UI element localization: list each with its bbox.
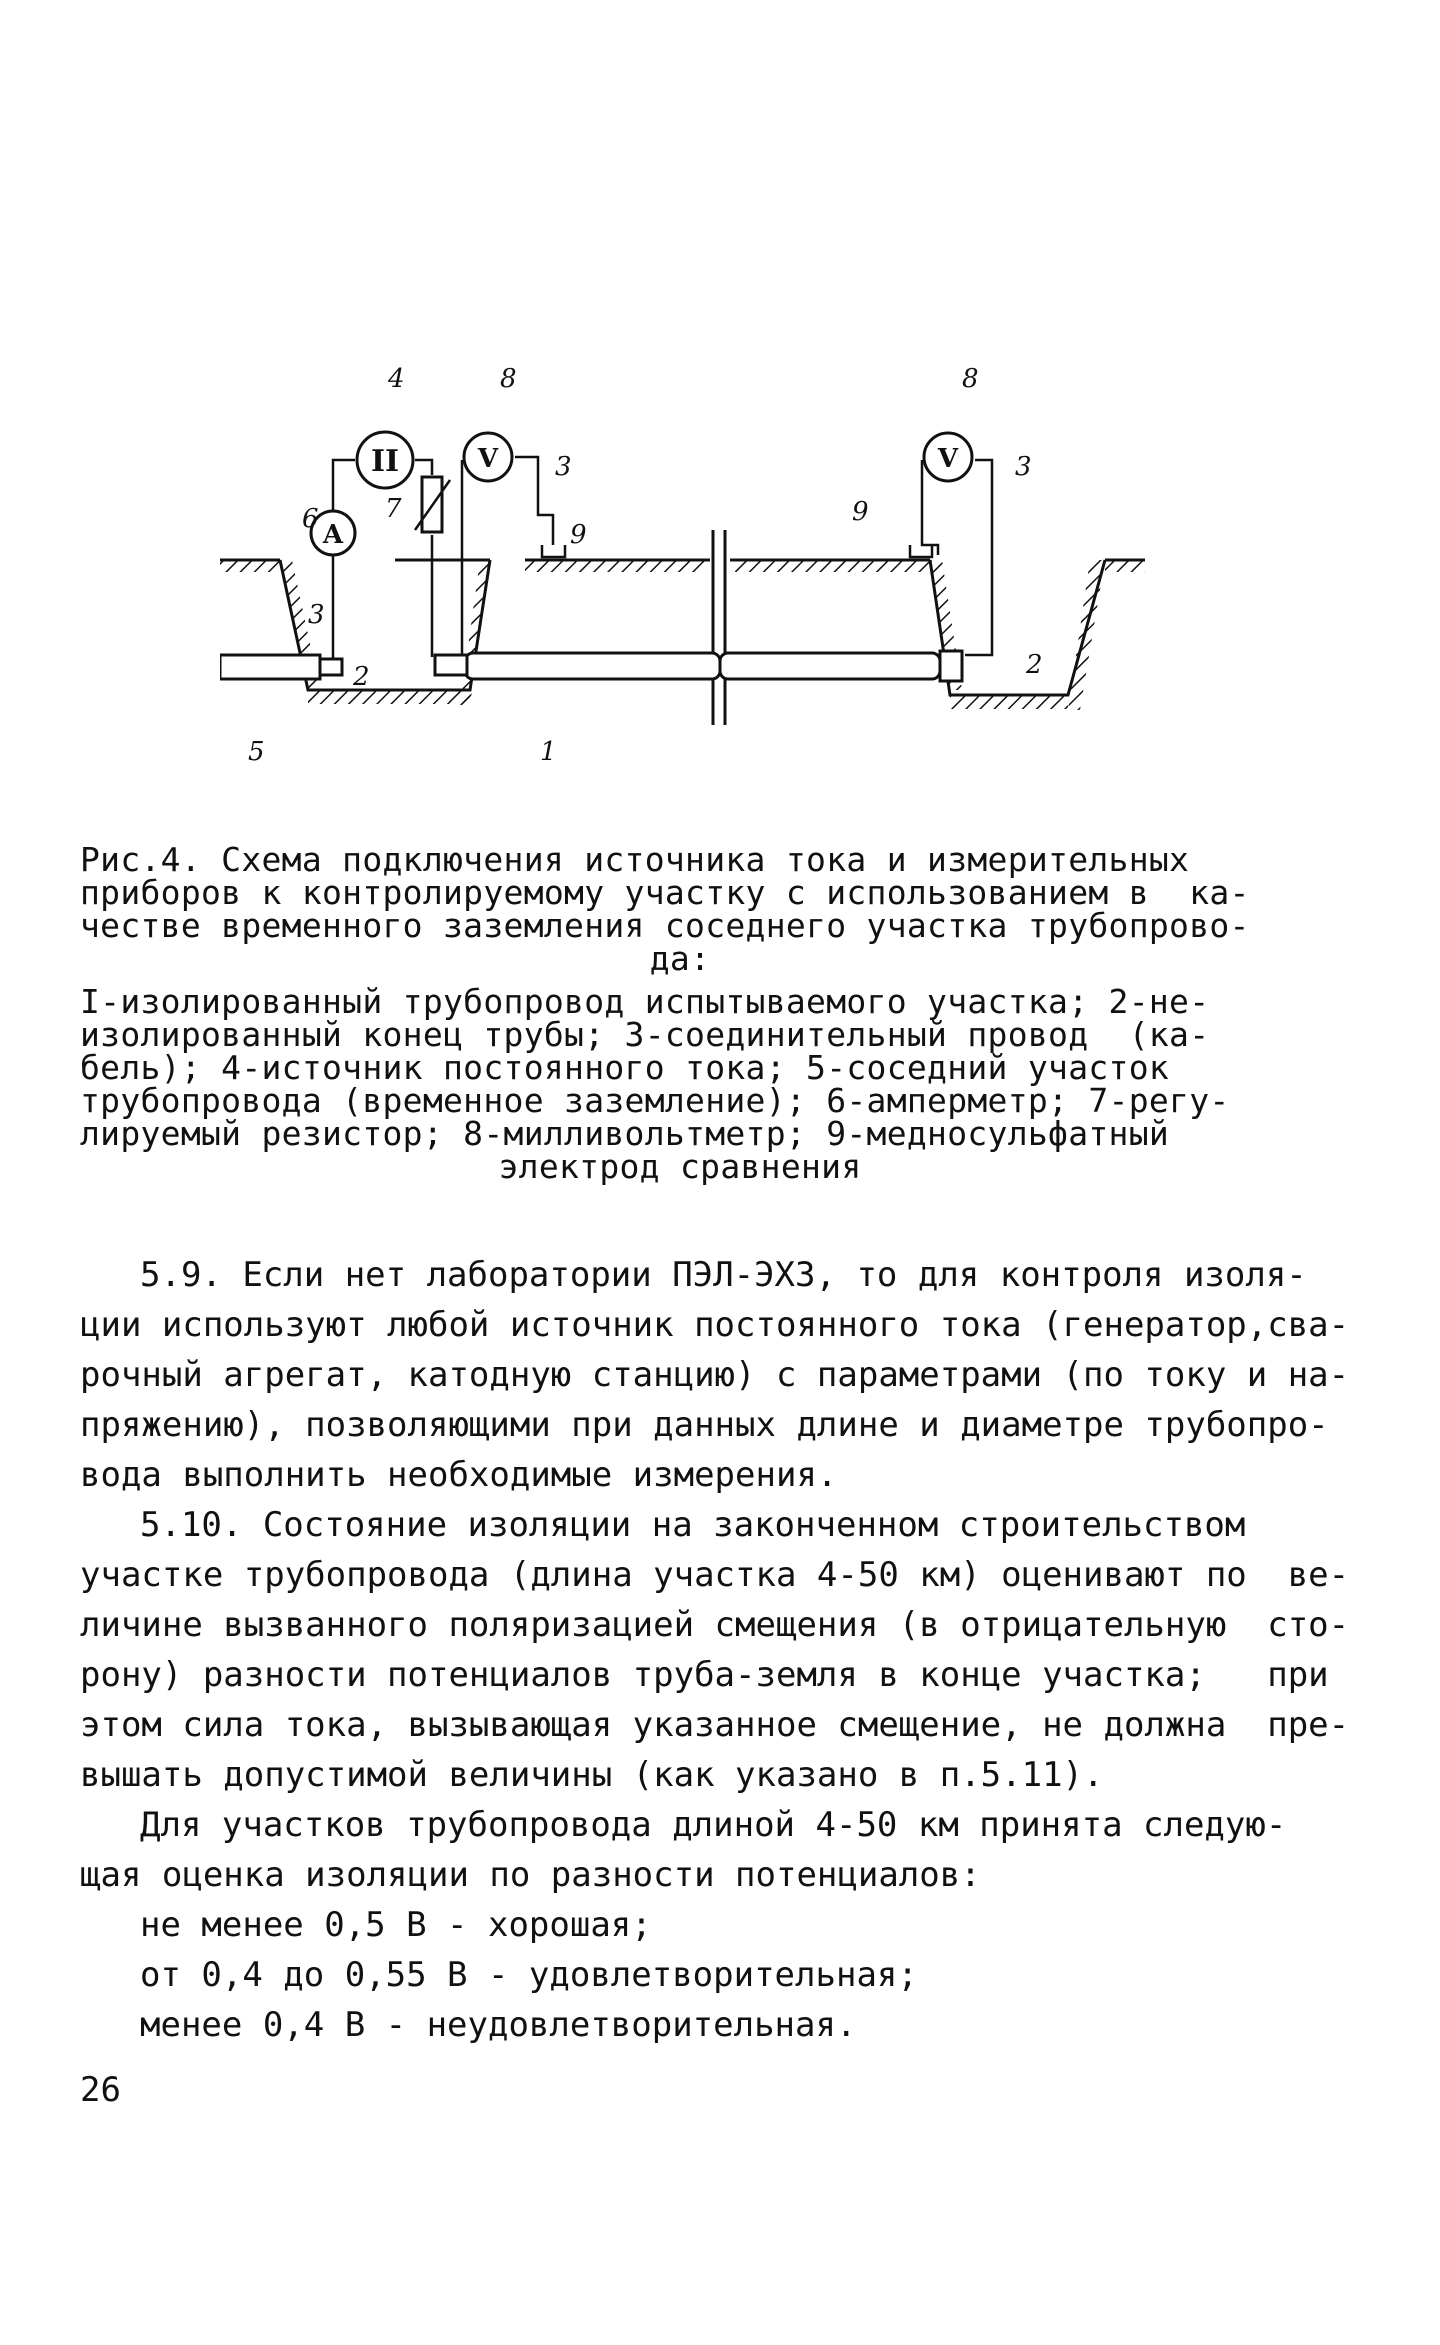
legend-line: бель); 4-источник постоянного тока; 5-соседний участок	[80, 1048, 1170, 1087]
paragraph-line: рону) разности потенциалов труба-земля в конце участка; при	[80, 1655, 1329, 1695]
label-8-left: 8	[500, 365, 517, 394]
label-5: 5	[248, 737, 265, 767]
reference-electrodes	[542, 545, 932, 557]
legend-line: лируемый резистор; 8-милливольтметр; 9-медносульфатный	[80, 1114, 1170, 1153]
label-3-right: 3	[1015, 452, 1032, 482]
voltmeter-right-symbol	[924, 433, 972, 481]
paragraph-line: вода выполнить необходимые измерения.	[80, 1455, 838, 1495]
paragraph-line: этом сила тока, вызывающая указанное смещение, не должна пре-	[80, 1705, 1350, 1745]
paragraph-line: участке трубопровода (длина участка 4-50 км) оценивают по ве-	[80, 1555, 1350, 1595]
label-9-left: 9	[570, 520, 587, 550]
legend-line: I-изолированный трубопровод испытываемого участка; 2-не-	[80, 982, 1210, 1021]
break-mark	[713, 530, 725, 725]
dc-source-symbol	[357, 432, 413, 488]
label-2-left: 2	[353, 662, 370, 692]
voltmeter-right-glyph: V	[937, 444, 959, 474]
label-3-mid: 3	[555, 452, 572, 482]
figure-legend	[80, 982, 1280, 1186]
pipeline-connection-diagram	[220, 365, 1160, 775]
legend-line: электрод сравнения	[498, 1147, 862, 1186]
voltmeter-left-symbol	[464, 433, 512, 481]
paragraph-line: рочный агрегат, катодную станцию) с параметрами (по току и на-	[80, 1355, 1350, 1395]
label-6: 6	[302, 504, 319, 534]
adjacent-pipe	[220, 655, 342, 679]
tested-pipe	[465, 653, 940, 679]
paragraph-line: вышать допустимой величины (как указано в п.5.11).	[80, 1755, 1104, 1795]
paragraph-line: Для участков трубопровода длиной 4-50 км принята следую-	[140, 1805, 1287, 1845]
caption-line: Рис.4. Схема подключения источника тока и измерительных	[80, 840, 1190, 879]
dc-source-glyph: II	[370, 444, 400, 479]
label-1: 1	[540, 737, 557, 767]
paragraph-line: 5.9. Если нет лаборатории ПЭЛ-ЭХЗ, то для контроля изоля-	[140, 1255, 1307, 1295]
caption-line: приборов к контролируемому участку с использованием в ка-	[80, 873, 1250, 912]
resistor-symbol	[415, 477, 450, 532]
diagram-svg	[220, 365, 1160, 775]
paragraph-line: личине вызванного поляризацией смещения (в отрицательную сто-	[80, 1605, 1350, 1645]
legend-line: изолированный конец трубы; 3-соединительный провод (ка-	[80, 1015, 1210, 1054]
label-7: 7	[385, 494, 402, 524]
caption-line: честве временного заземления соседнего участка трубопрово-	[80, 906, 1250, 945]
label-4: 4	[388, 365, 405, 394]
caption-line: да:	[649, 939, 711, 978]
ammeter-glyph: A	[322, 520, 344, 550]
paragraph-line: ции используют любой источник постоянного тока (генератор,сва-	[80, 1305, 1350, 1345]
page-number: 26	[80, 2070, 121, 2110]
body-text	[80, 1250, 1350, 2115]
paragraph-line: щая оценка изоляции по разности потенциалов:	[80, 1855, 981, 1895]
voltmeter-left-glyph: V	[477, 444, 499, 474]
rating-line: менее 0,4 В - неудовлетворительная.	[140, 2005, 857, 2045]
paragraph-line: пряжению), позволяющими при данных длине и диаметре трубопро-	[80, 1405, 1329, 1445]
legend-line: трубопровода (временное заземление); 6-амперметр; 7-регу-	[80, 1081, 1230, 1120]
label-2-right: 2	[1026, 650, 1043, 680]
label-9-right: 9	[852, 497, 869, 527]
rating-line: не менее 0,5 В - хорошая;	[140, 1905, 652, 1945]
paragraph-line: 5.10. Состояние изоляции на законченном строительством	[140, 1505, 1246, 1545]
label-3-left: 3	[308, 600, 325, 630]
label-8-right: 8	[962, 365, 979, 394]
figure-caption	[80, 840, 1280, 978]
rating-line: от 0,4 до 0,55 В - удовлетворительная;	[140, 1955, 918, 1995]
